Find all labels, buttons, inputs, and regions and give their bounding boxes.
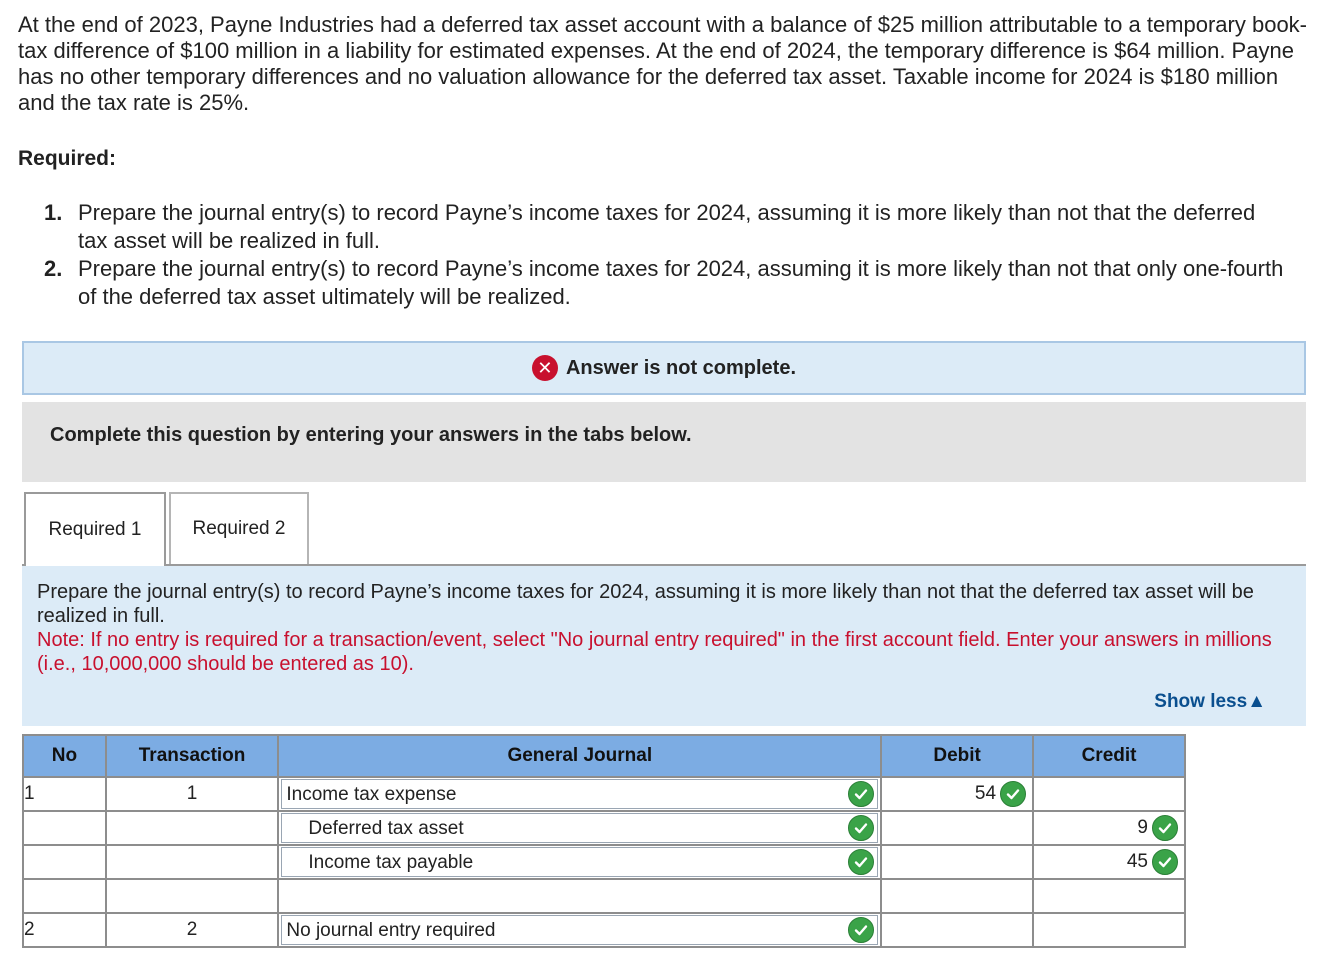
- table-row: [23, 845, 1185, 879]
- debit-cell[interactable]: [881, 845, 1033, 879]
- credit-value: 45: [1126, 851, 1148, 872]
- row-transaction: [106, 879, 279, 913]
- check-icon: [1152, 849, 1178, 875]
- row-transaction: [106, 845, 279, 879]
- table-row: [23, 777, 1185, 811]
- debit-value: 54: [974, 783, 997, 804]
- check-icon: [1000, 781, 1026, 807]
- answer-status-text: Answer is not complete.: [565, 356, 797, 379]
- debit-cell[interactable]: [881, 879, 1033, 913]
- journal-table: [22, 734, 1186, 948]
- account-select[interactable]: Income tax payable: [281, 847, 878, 877]
- credit-cell[interactable]: [1033, 811, 1185, 845]
- account-select[interactable]: [281, 881, 878, 911]
- journal-header-row: [23, 735, 1185, 777]
- account-cell: [278, 811, 881, 845]
- debit-cell[interactable]: [881, 913, 1033, 947]
- requirement-text: Prepare the journal entry(s) to record Payne’s income taxes for 2024, assuming it is more likely than not that only one-fourth of the deferred tax asset ultimately will be realized.: [78, 256, 1284, 309]
- header-debit: Debit: [881, 735, 1033, 777]
- check-icon: [848, 781, 874, 807]
- check-icon: [848, 917, 874, 943]
- triangle-up-icon: ▲: [1247, 691, 1266, 712]
- show-less-link[interactable]: [1154, 690, 1266, 714]
- requirement-item: [44, 255, 1284, 311]
- row-transaction: [106, 811, 279, 845]
- tab-bar: [22, 492, 1306, 566]
- row-no: [23, 879, 106, 913]
- row-transaction: 2: [106, 913, 279, 947]
- credit-cell[interactable]: [1033, 845, 1185, 879]
- requirement-number: 2.: [44, 256, 63, 281]
- header-transaction: Transaction: [106, 735, 279, 777]
- row-no: [23, 811, 106, 845]
- check-icon: [848, 815, 874, 841]
- required-heading: Required:: [18, 147, 117, 170]
- table-row: [23, 811, 1185, 845]
- instructions-note: Note: If no entry is required for a transaction/event, select "No journal entry required" in the first account field. Enter your answers in millions (i.e., 10,000,000 should be entered as 10).: [37, 629, 1272, 675]
- check-icon: [848, 849, 874, 875]
- account-select[interactable]: Income tax expense: [281, 779, 878, 809]
- table-row: [23, 913, 1185, 947]
- account-cell: [278, 913, 881, 947]
- row-no: [23, 845, 106, 879]
- table-row: [23, 879, 1185, 913]
- tab-required-1[interactable]: Required 1: [24, 492, 166, 566]
- header-credit: Credit: [1033, 735, 1185, 777]
- show-less-label: Show less: [1154, 691, 1248, 712]
- account-select[interactable]: Deferred tax asset: [281, 813, 878, 843]
- credit-cell[interactable]: [1033, 879, 1185, 913]
- account-select[interactable]: No journal entry required: [281, 915, 878, 945]
- instructions-panel: [22, 566, 1306, 726]
- answer-status-banner: [22, 341, 1306, 395]
- requirement-number: 1.: [44, 200, 63, 225]
- complete-prompt-box: [22, 402, 1306, 482]
- account-cell: [278, 777, 881, 811]
- row-no: 2: [23, 913, 106, 947]
- requirement-text: Prepare the journal entry(s) to record Payne’s income taxes for 2024, assuming it is more likely than not that the deferred tax asset will be realized in full.: [78, 200, 1256, 253]
- credit-cell[interactable]: [1033, 913, 1185, 947]
- problem-statement: At the end of 2023, Payne Industries had a deferred tax asset account with a balance of $25 million attributable to a temporary book-tax difference of $100 million in a liability for estimated expenses. At the end of 2024, the temporary difference is $64 million. Payne has no other temporary differences and no valuation allowance for the deferred tax asset. Taxable income for 2024 is $180 million and the tax rate is 25%.: [18, 12, 1308, 115]
- debit-cell[interactable]: [881, 777, 1033, 811]
- tab-required-2[interactable]: Required 2: [169, 492, 309, 564]
- credit-value: 9: [1137, 817, 1148, 838]
- account-cell: [278, 879, 881, 913]
- account-cell: [278, 845, 881, 879]
- row-no: 1: [23, 777, 106, 811]
- check-icon: [1152, 815, 1178, 841]
- error-x-icon: ✕: [532, 355, 558, 381]
- header-general-journal: General Journal: [278, 735, 881, 777]
- debit-cell[interactable]: [881, 811, 1033, 845]
- row-transaction: 1: [106, 777, 279, 811]
- instructions-main: Prepare the journal entry(s) to record Payne’s income taxes for 2024, assuming it is more likely than not that the deferred tax asset will be realized in full.: [37, 581, 1254, 627]
- complete-prompt-text: Complete this question by entering your answers in the tabs below.: [50, 424, 692, 446]
- credit-cell[interactable]: [1033, 777, 1185, 811]
- requirements-list: [44, 199, 1284, 311]
- requirement-item: [44, 199, 1284, 255]
- header-no: No: [23, 735, 106, 777]
